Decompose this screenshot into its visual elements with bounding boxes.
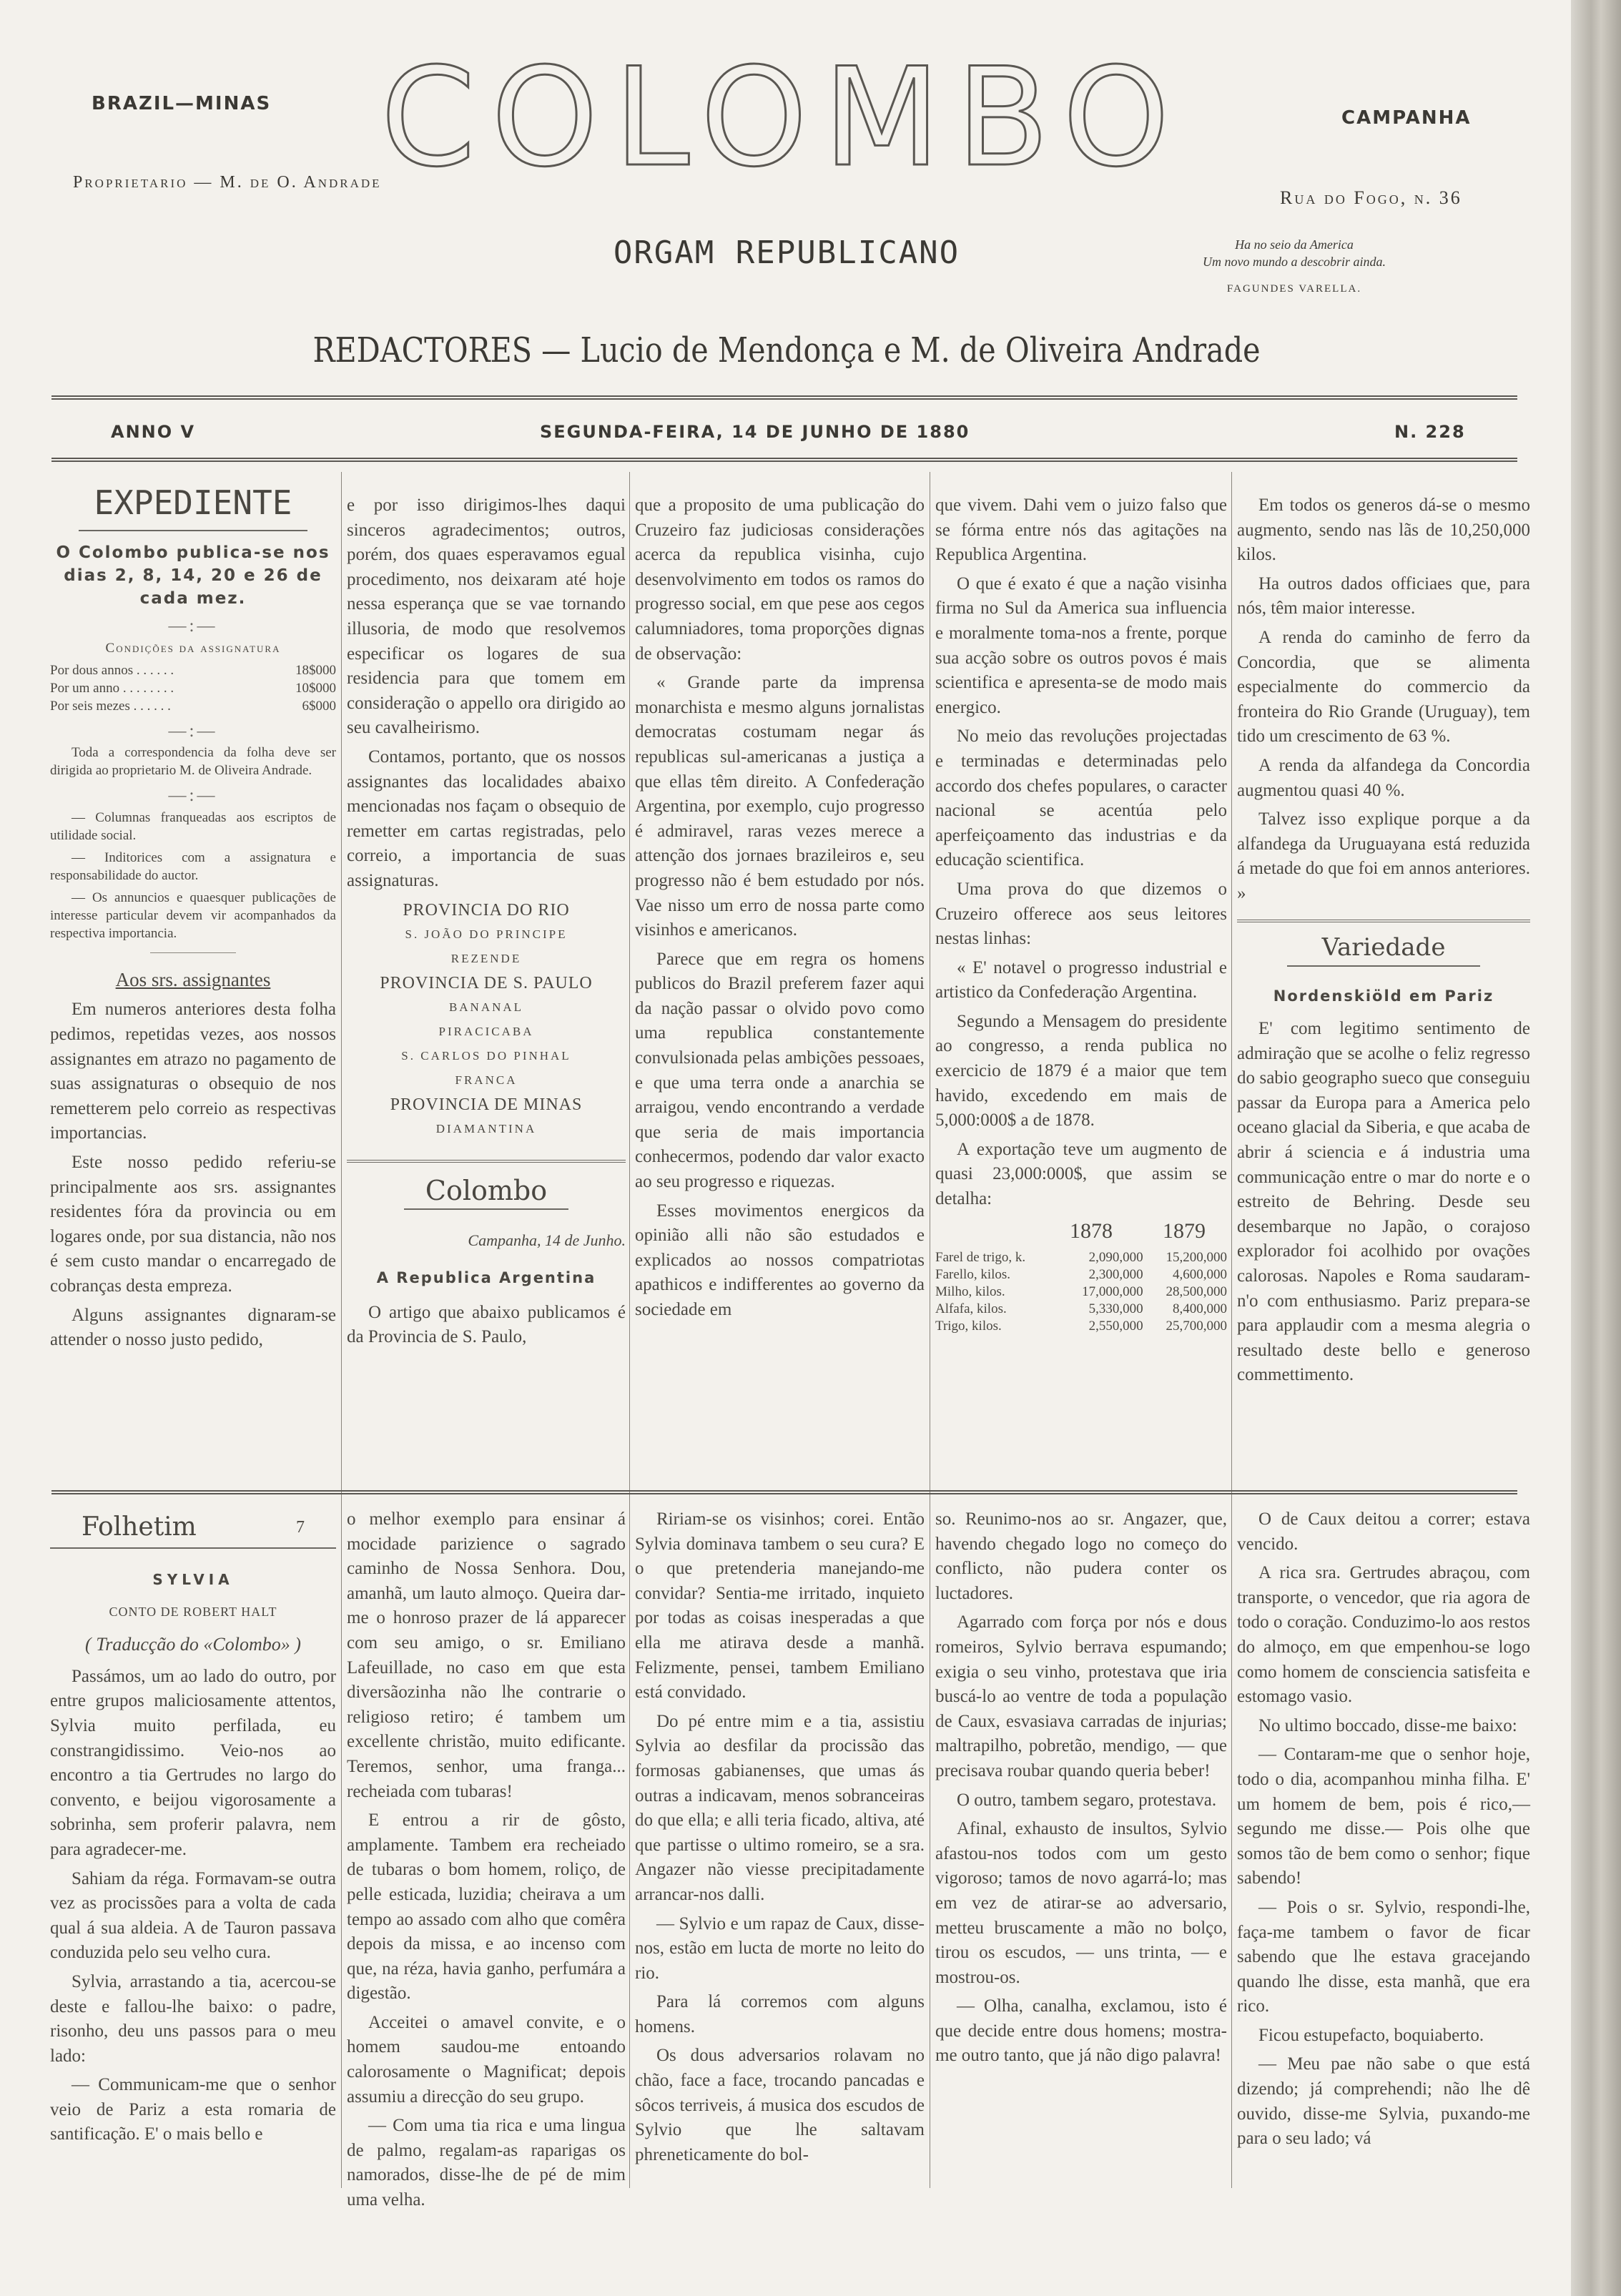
issue-number: N. 228 <box>1394 422 1466 442</box>
paragraph: A renda do caminho de ferro da Concordia, que se alimenta especialmente do commercio da fronteira do Rio Grande (Uruguay), tem tido um crescimento de 63 %. <box>1237 627 1530 747</box>
folhetim-number: 7 <box>296 1517 305 1537</box>
paragraph: Contamos, portanto, que os nossos assignantes das localidades abaixo mencionadas nos façam o obsequio de remetter em cartas registradas, pelo correio, a importancia de suas assignaturas. <box>347 747 626 890</box>
paragraph: Esses movimentos energicos da opinião alli não são estudados e explicados ao nossos compatriotas apathicos e indifferentes ao governo da sociedade em <box>635 1201 925 1319</box>
colombo-dateline: Campanha, 14 de Junho. <box>468 1231 626 1249</box>
story-title: SYLVIA <box>152 1571 234 1588</box>
province-sao-paulo: PROVINCIA DE S. PAULO <box>380 973 593 992</box>
paragraph: — Meu pae não sabe o que está dizendo; já comprehendi; não lhe dê ouvido, disse-me Sylvia, puxando-me para o seu lado; vá <box>1237 2054 1530 2149</box>
paragraph: — Pois o sr. Sylvio, respondi-lhe, faça-me tambem o favor de ficar sabendo que lhe estava gracejando quando lhe disse, esta manhã, que era rico. <box>1237 1897 1530 2016</box>
epigraph-line-1: Ha no seio da America <box>1235 237 1354 252</box>
assignantes-title: Aos srs. assignantes <box>115 968 271 990</box>
paragraph: Do pé entre mim e a tia, assistiu Sylvia ao desfilar da procissão das formosas gabianenses, que umas ás outras a indicavam, menos sobranceiras do que ella; e alli teria ficado, altiva, até que partisse o ultimo romeiro, se a sra. Angazer não viesse precipitadamente arrancar-nos dalli. <box>635 1711 925 1904</box>
province-rio: PROVINCIA DO RIO <box>403 900 570 920</box>
notice-columns: — Columnas franqueadas aos escriptos de utilidade social. <box>50 809 336 843</box>
paragraph: A exportação teve um augmento de quasi 23,000:000$, que assim se detalha: <box>935 1139 1227 1209</box>
separator: —:— <box>168 786 218 806</box>
paragraph: A renda da alfandega da Concordia augmentou quasi 40 %. <box>1237 755 1530 800</box>
newspaper-title: COLOMBO <box>380 39 1186 197</box>
paragraph: Ririam-se os visinhos; corei. Então Sylvia dominava tambem o seu cura? E o que pretenderia manejando-me convidar? Sentia-me irritado, inquieto por todas as coisas inesperadas a que ella me atirava desde a manhã. Felizmente, pensei, tambem Emiliano está convidado. <box>635 1509 925 1703</box>
column-4 <box>935 493 1227 1335</box>
table-cell: Milho, kilos. <box>935 1284 1005 1300</box>
price-label: Por um anno . . . . . . . . <box>50 680 174 696</box>
folhetim-column-3 <box>635 1507 925 2172</box>
column-rule-4 <box>1231 472 1232 2188</box>
table-cell: 2,090,000 <box>1088 1250 1143 1266</box>
paragraph: que vivem. Dahi vem o juizo falso que se fórma entre nós das agitações na Republica Argentina. <box>935 496 1227 565</box>
paragraph: « Grande parte da imprensa monarchista e mesmo alguns jornalistas democratas costumam negar ás republicas sul-americanas a justiça a que ellas têm direito. A Confederação Argentina, por exemplo, cujo progresso é admiravel, raras vezes merece a attenção dos jornaes brazileiros e, seu progresso não é bem estudado por nós. Vae nisso um erro de nossa parte como visinhos e americanos. <box>635 673 925 940</box>
year-label: ANNO V <box>111 422 196 442</box>
paragraph: — Sylvio e um rapaz de Caux, disse-nos, estão em lucta de morte no leito do rio. <box>635 1913 925 1983</box>
folhetim-column-2 <box>347 1507 626 2217</box>
table-cell: Trigo, kilos. <box>935 1319 1002 1334</box>
folhetim-rule <box>51 1490 1517 1494</box>
paragraph: E' com legitimo sentimento de admiração que se acolhe o feliz regresso do sabio geographo sueco que conseguiu passar da Europa para a America pelo oceano glacial da Siberia, e que acaba de abrir á sciencia e á industria uma communicação entre o mar do norte e o estreito de Behring. Desde seu desembarque no Japão, o corajoso explorador foi acolhido por ovações calorosas. Napoles e Roma saudaram-n'o com enthusiasmo. Pariz prepara-se para applaudir com a mesma alegria o resultado deste bello e generoso commettimento. <box>1237 1019 1530 1385</box>
price-label: Por dous annos . . . . . . <box>50 662 174 678</box>
paragraph: O de Caux deitou a correr; estava vencido. <box>1237 1509 1530 1554</box>
table-row <box>935 1266 1227 1284</box>
paragraph: e por isso dirigimos-lhes daqui sinceros agradecimentos; outros, porém, dos quaes esperavamos egual procedimento, nos deixaram até hoje nessa esperança que se vae tornando illusoria, de modo que resolvemos especificar os logares de sua residencia para que tomem em consideração o appello ora dirigido ao seu cavalheirismo. <box>347 496 626 738</box>
article-title: Nordenskiöld em Pariz <box>1273 987 1494 1005</box>
masthead-rule-bottom <box>51 458 1517 462</box>
table-cell: 17,000,000 <box>1082 1284 1143 1300</box>
town: FRANCA <box>455 1073 518 1087</box>
proprietor-line: Proprietario — M. de O. Andrade <box>73 173 382 192</box>
masthead-rule-top <box>51 395 1517 400</box>
price-list <box>50 661 336 715</box>
assignantes-paragraph: Este nosso pedido referiu-se principalmente aos srs. assignantes residentes fóra da provincia ou em logares onde, por sua distancia, não nos é sem custo mandar o encarregado de cobranças desta empreza. <box>50 1152 336 1296</box>
price-label: Por seis mezes . . . . . . <box>50 698 171 714</box>
town: PIRACICABA <box>438 1024 534 1038</box>
epigraph-line-2: Um novo mundo a descobrir ainda. <box>1203 255 1386 269</box>
town: DIAMANTINA <box>435 1121 537 1135</box>
price-row <box>50 661 336 679</box>
article-title: A Republica Argentina <box>376 1269 596 1287</box>
table-cell: Farel de trigo, k. <box>935 1250 1026 1266</box>
paragraph: Para lá corremos com alguns homens. <box>635 1992 925 2036</box>
table-header-year: 1878 <box>1070 1218 1113 1243</box>
table-row <box>935 1301 1227 1318</box>
editors-line: REDACTORES — Lucio de Mendonça e M. de Oliveira Andrade <box>312 330 1261 370</box>
folhetim-column-1 <box>50 1507 336 2152</box>
paragraph: O artigo que abaixo publicamos é da Provincia de S. Paulo, <box>347 1302 626 1347</box>
table-cell: 2,550,000 <box>1088 1319 1143 1334</box>
paragraph: Afinal, exhausto de insultos, Sylvio afastou-nos todos com um gesto vigoroso; tamos de novo agarrá-lo; mas em vez de atirar-se ao adversario, metteu bruscamente a mão no bolço, tirou os escudos, — uns trinta, — e mostrou-os. <box>935 1819 1227 1987</box>
paragraph: — Com uma tia rica e uma lingua de palmo, regalam-as raparigas os namorados, disse-lhe de pé de mim uma velha. <box>347 2116 626 2210</box>
table-header <box>935 1219 1206 1244</box>
paragraph: No ultimo boccado, disse-me baixo: <box>1258 1715 1517 1735</box>
table-cell: Alfafa, kilos. <box>935 1301 1007 1317</box>
paragraph: — Contaram-me que o senhor hoje, todo o dia, acompanhou minha filha. E' um homem de bem, pois é rico,—segundo me disse.— Pois olhe que somos tão de bem como o senhor; fique sabendo! <box>1237 1745 1530 1888</box>
column-3 <box>635 493 925 1327</box>
story-author: CONTO DE ROBERT HALT <box>109 1604 277 1619</box>
paragraph: A rica sra. Gertrudes abraçou, com transporte, o vencedor, que ria agora de todo o coração. Conduzimo-lo aos restos do almoço, em que empenhou-se logo como homem de consciencia satisfeita e estomago vasio. <box>1237 1563 1530 1707</box>
paragraph: No meio das revoluções projectadas e terminadas e determinadas pelo accordo dos chefes populares, o caracter nacional se acentúa pelo aperfeiçoamento das industrias e da educação scientifica. <box>935 726 1227 870</box>
section-rule <box>347 1160 626 1163</box>
expediente-intro: O Colombo publica-se nos dias 2, 8, 14, 20 e 26 de cada mez. <box>56 543 330 608</box>
paragraph: que a proposito de uma publicação do Cruzeiro faz judiciosas considerações acerca da republica visinha, cujo desenvolvimento em todos os ramos do progresso social, em que pese aos cegos calumniadores, toma proporções dignas de observação: <box>635 496 925 664</box>
table-cell: 4,600,000 <box>1173 1267 1227 1283</box>
paragraph: o melhor exemplo para ensinar á mocidade parizience o sagrado caminho de Nossa Senhora. Dou, amanhã, um lauto almoço. Queira dar-me o honroso prazer de lá apparecer com seu amigo, o sr. Emiliano Lafeuillade, no caso em que esta diversãozinha não lhe contrarie o religioso retiro; é tambem um excellente christão, muito edificante. Teremos, senhor, uma franga... recheiada com tubaras! <box>347 1509 626 1801</box>
paragraph: — Olha, canalha, exclamou, isto é que decide entre dous homens; mostra-me outro tanto, que já não digo palavra! <box>935 1996 1227 2066</box>
paragraph: Em todos os generos dá-se o mesmo augmento, sendo nas lãs de 10,250,000 kilos. <box>1237 496 1530 565</box>
column-rule-1 <box>341 472 342 2188</box>
separator: —:— <box>168 616 218 636</box>
paragraph: so. Reunimo-nos ao sr. Angazer, que, havendo chegado logo no começo do conflicto, não pudera conter os luctadores. <box>935 1509 1227 1603</box>
masthead <box>0 39 1566 197</box>
epigraph-author: FAGUNDES VARELLA. <box>1226 283 1362 295</box>
column-1 <box>50 476 336 1357</box>
table-cell: 28,500,000 <box>1166 1284 1227 1300</box>
paragraph: Ha outros dados officiaes que, para nós, têm maior interesse. <box>1237 573 1530 619</box>
masthead-location-left: BRAZIL—MINAS <box>92 93 272 114</box>
paragraph: Segundo a Mensagem do presidente ao congresso, a renda publica no exercicio de 1879 é a maior que tem havido, excedendo em mais de 5,000:000$ a de 1878. <box>935 1011 1227 1130</box>
table-cell: 15,200,000 <box>1166 1250 1227 1266</box>
column-rule-2 <box>629 472 630 2188</box>
table-cell: 25,700,000 <box>1166 1319 1227 1334</box>
table-cell: 2,300,000 <box>1088 1267 1143 1283</box>
paragraph: Talvez isso explique porque a da alfandega da Uruguayana está reduzida á metade do que foi em annos anteriores. » <box>1237 809 1530 903</box>
table-row <box>935 1284 1227 1301</box>
town: S. JOÃO DO PRINCIPE <box>405 927 568 941</box>
notice-correspondence: Toda a correspondencia da folha deve ser dirigida ao proprietario M. de Oliveira Andrade. <box>50 745 336 779</box>
price-row <box>50 679 336 697</box>
colombo-section-title: Colombo <box>404 1173 568 1210</box>
town: REZENDE <box>450 951 522 965</box>
subtitle: ORGAM REPUBLICANO <box>613 235 960 271</box>
expediente-title: EXPEDIENTE <box>79 476 307 531</box>
folhetim-header <box>50 1507 336 1549</box>
folhetim-column-5 <box>1237 1507 1530 2156</box>
paragraph: O que é exato é que a nação visinha firma no Sul da America sua influencia e moralmente toma-nos a frente, porque sua acção sobre os outros povos é mais scientifica e apresenta-se de modo mais energico. <box>935 573 1227 717</box>
separator: —:— <box>168 721 218 741</box>
town: S. CARLOS DO PINHAL <box>401 1048 571 1063</box>
paragraph: Parece que em regra os homens publicos do Brazil preferem fazer aqui da nação passar o olvido povo como uma republica constantemente convulsionada pelas ambições pessoaes, e que uma terra onde a anarchia se arraigou, vendo encontrando a verdade que seria de mais importancia conhecermos, podendo dar valor exacto ao seu progresso e riquezas. <box>635 949 925 1192</box>
paragraph: Uma prova do que dizemos o Cruzeiro offerece aos seus leitores nestas linhas: <box>935 879 1227 949</box>
price-value: 18$000 <box>295 662 336 678</box>
section-rule <box>1237 920 1530 922</box>
paragraph: Agarrado com força por nós e dous romeiros, Sylvio berrava espumando; exigia o seu vinho, protestava que iria buscá-lo ao ventre de toda a população de Caux, esvasiava carradas de injurias; maltrapilho, pobretão, mendigo, — que precisava roubar quando queria beber! <box>935 1612 1227 1780</box>
paragraph: — Communicam-me que o senhor veio de Pariz a esta romaria de santificação. E' o mais bello e <box>50 2075 336 2144</box>
price-value: 10$000 <box>295 680 336 696</box>
paragraph: Sylvia, arrastando a tia, acercou-se deste e fallou-lhe baixo: o padre, risonho, deu uns passos para o meu lado: <box>50 1971 336 2066</box>
variedade-title: Variedade <box>1287 930 1480 967</box>
translation-note: ( Traducção do «Colombo» ) <box>85 1634 301 1655</box>
table-cell: 8,400,000 <box>1173 1301 1227 1317</box>
assignantes-paragraph: Alguns assignantes dignaram-se attender o nosso justo pedido, <box>50 1305 336 1350</box>
province-minas: PROVINCIA DE MINAS <box>390 1095 583 1114</box>
table-row <box>935 1318 1227 1335</box>
conditions-title: Condições da assignatura <box>105 640 281 656</box>
paragraph: Ficou estupefacto, boquiaberto. <box>1258 2025 1484 2045</box>
paragraph: Sahiam da réga. Formavam-se outra vez as procissões para a volta de cada qual á sua aldeia. A de Tauron passava conduzida pelo seu velho cura. <box>50 1868 336 1963</box>
price-row <box>50 697 336 715</box>
paragraph: Acceitei o amavel convite, e o homem saudou-me entoando calorosamente o Magnificat; depois assumiu a direcção do seu grupo. <box>347 2012 626 2107</box>
table-cell: Farello, kilos. <box>935 1267 1011 1283</box>
town: BANANAL <box>448 1000 524 1014</box>
table-row <box>935 1249 1227 1266</box>
paragraph: Passámos, um ao lado do outro, por entre grupos maliciosamente attentos, Sylvia muito perfilada, eu constrangidissimo. Veio-nos ao encontro a tia Gertrudes no largo do convento, e beijou vigorosamente a sobrinha, sem proferir palavra, nem para agradecer-me. <box>50 1666 336 1859</box>
column-5 <box>1237 493 1530 1392</box>
assignantes-paragraph: Em numeros anteriores desta folha pedimos, repetidas vezes, aos nossos assignantes em atrazo no pagamento de suas assignaturas o obsequio de nos remetterem pelo correio as respectivas importancias. <box>50 1000 336 1143</box>
paragraph: O outro, tambem segaro, protestava. <box>957 1790 1217 1810</box>
book-binding-edge <box>1571 0 1621 2296</box>
folhetim-column-4 <box>935 1507 1227 2073</box>
paragraph: « E' notavel o progresso industrial e artistico da Confederação Argentina. <box>935 957 1227 1002</box>
address-line: Rua do Fogo, n. 36 <box>1280 187 1462 208</box>
short-rule <box>150 952 236 953</box>
notice-announcements: — Os annuncios e quaesquer publicações de interesse particular devem vir acompanhados da respectiva importancia. <box>50 890 336 941</box>
table-header-year: 1879 <box>1163 1218 1206 1243</box>
notice-responsibility: — Inditorices com a assignatura e responsabilidade do auctor. <box>50 849 336 883</box>
column-2 <box>347 493 626 1354</box>
paragraph: Os dous adversarios rolavam no chão, face a face, trocando pancadas e sôcos terriveis, á musica dos escudos de Sylvio que lhe saltavam phreneticamente do bol- <box>635 2046 925 2164</box>
table-cell: 5,330,000 <box>1088 1301 1143 1317</box>
paragraph: E entrou a rir de gôsto, amplamente. Tambem era recheiado de tubaras o bom homem, roliço, de pelle esticada, luzidia; cheirava a um tempo ao assado com alho que comêra depois da missa, e ao incenso com que, na réza, havia ganho, perfumára a digestão. <box>347 1810 626 2004</box>
price-value: 6$000 <box>302 698 336 714</box>
masthead-location-right: CAMPANHA <box>1341 107 1472 129</box>
issue-date: SEGUNDA-FEIRA, 14 DE JUNHO DE 1880 <box>540 422 970 442</box>
folhetim-title: Folhetim <box>82 1512 197 1542</box>
export-table <box>935 1249 1227 1335</box>
epigraph <box>1151 236 1437 297</box>
